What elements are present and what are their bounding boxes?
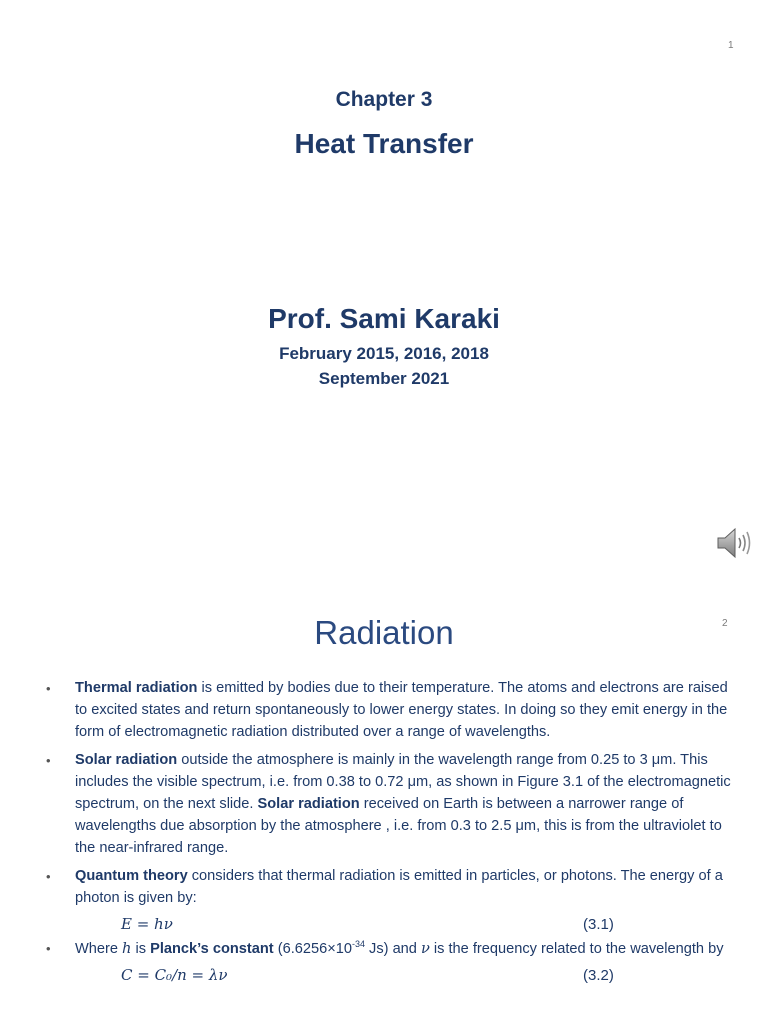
slide-title: Heat Transfer [294, 128, 474, 159]
term: Quantum theory [75, 868, 188, 885]
equation-3-1 [46, 912, 736, 938]
bullet-text: Where [75, 940, 123, 957]
date-line-2: September 2021 [318, 369, 450, 388]
term: Solar radiation [257, 795, 360, 812]
bullet-text: considers that thermal radiation is emitted in particles, or photons. The energy of a photon is given by: [75, 868, 723, 907]
bullet-quantum-theory [46, 866, 736, 910]
term: Planck’s constant [150, 940, 274, 957]
slide-title: Radiation [314, 614, 454, 651]
term: Thermal radiation [75, 680, 198, 696]
equation-number: (3.2) [583, 966, 614, 984]
radiation-slide [0, 598, 768, 1024]
bullet-text: is [131, 940, 151, 957]
bullet-solar-radiation [46, 750, 736, 859]
bullet-text: is emitted by bodies due to their temperature. The atoms and electrons are raised to excited states and return spontaneously to lower energy states. In doing so they emit energy in the form of electromagnetic radiation distributed over a range of wavelengths. [75, 680, 728, 740]
chapter-label: Chapter 3 [335, 88, 433, 111]
bullet-text: Js) and [365, 940, 421, 957]
page-number: 2 [722, 618, 728, 629]
variable-h: h [122, 939, 132, 957]
page-number: 1 [728, 40, 734, 51]
bullet-text: outside the atmosphere is mainly in the wavelength range from 0.25 to 3 μm. This includes the visible spectrum, i.e. from 0.38 to 0.72 μm, as shown in Figure 3.1 of the electromagnetic spectrum, on the next slide. [75, 752, 731, 812]
term: Solar radiation [75, 752, 178, 769]
author-name: Prof. Sami Karaki [268, 303, 500, 334]
date-line-1: February 2015, 2016, 2018 [279, 344, 489, 363]
bullet-text: received on Earth is between a narrower range of wavelengths due absorption by the atmosphere , i.e. from 0.3 to 2.5 μm, this is from the ultraviolet to the near-infrared range. [75, 795, 722, 856]
bullet-list [46, 678, 736, 989]
bullet-thermal-radiation [46, 678, 736, 743]
bullet-text: is the frequency related to the wavelength by [429, 940, 724, 957]
equation-number: (3.1) [583, 915, 614, 933]
speaker-icon[interactable] [716, 526, 754, 560]
equation-formula: C = C₀/n = λν [121, 965, 228, 984]
equation-formula: E = hν [121, 914, 173, 933]
exponent: -34 [351, 939, 365, 950]
equation-3-2 [46, 963, 736, 989]
bullet-planck-constant [46, 938, 736, 961]
bullet-text: (6.6256×10 [273, 940, 352, 957]
variable-nu: ν [420, 939, 430, 957]
